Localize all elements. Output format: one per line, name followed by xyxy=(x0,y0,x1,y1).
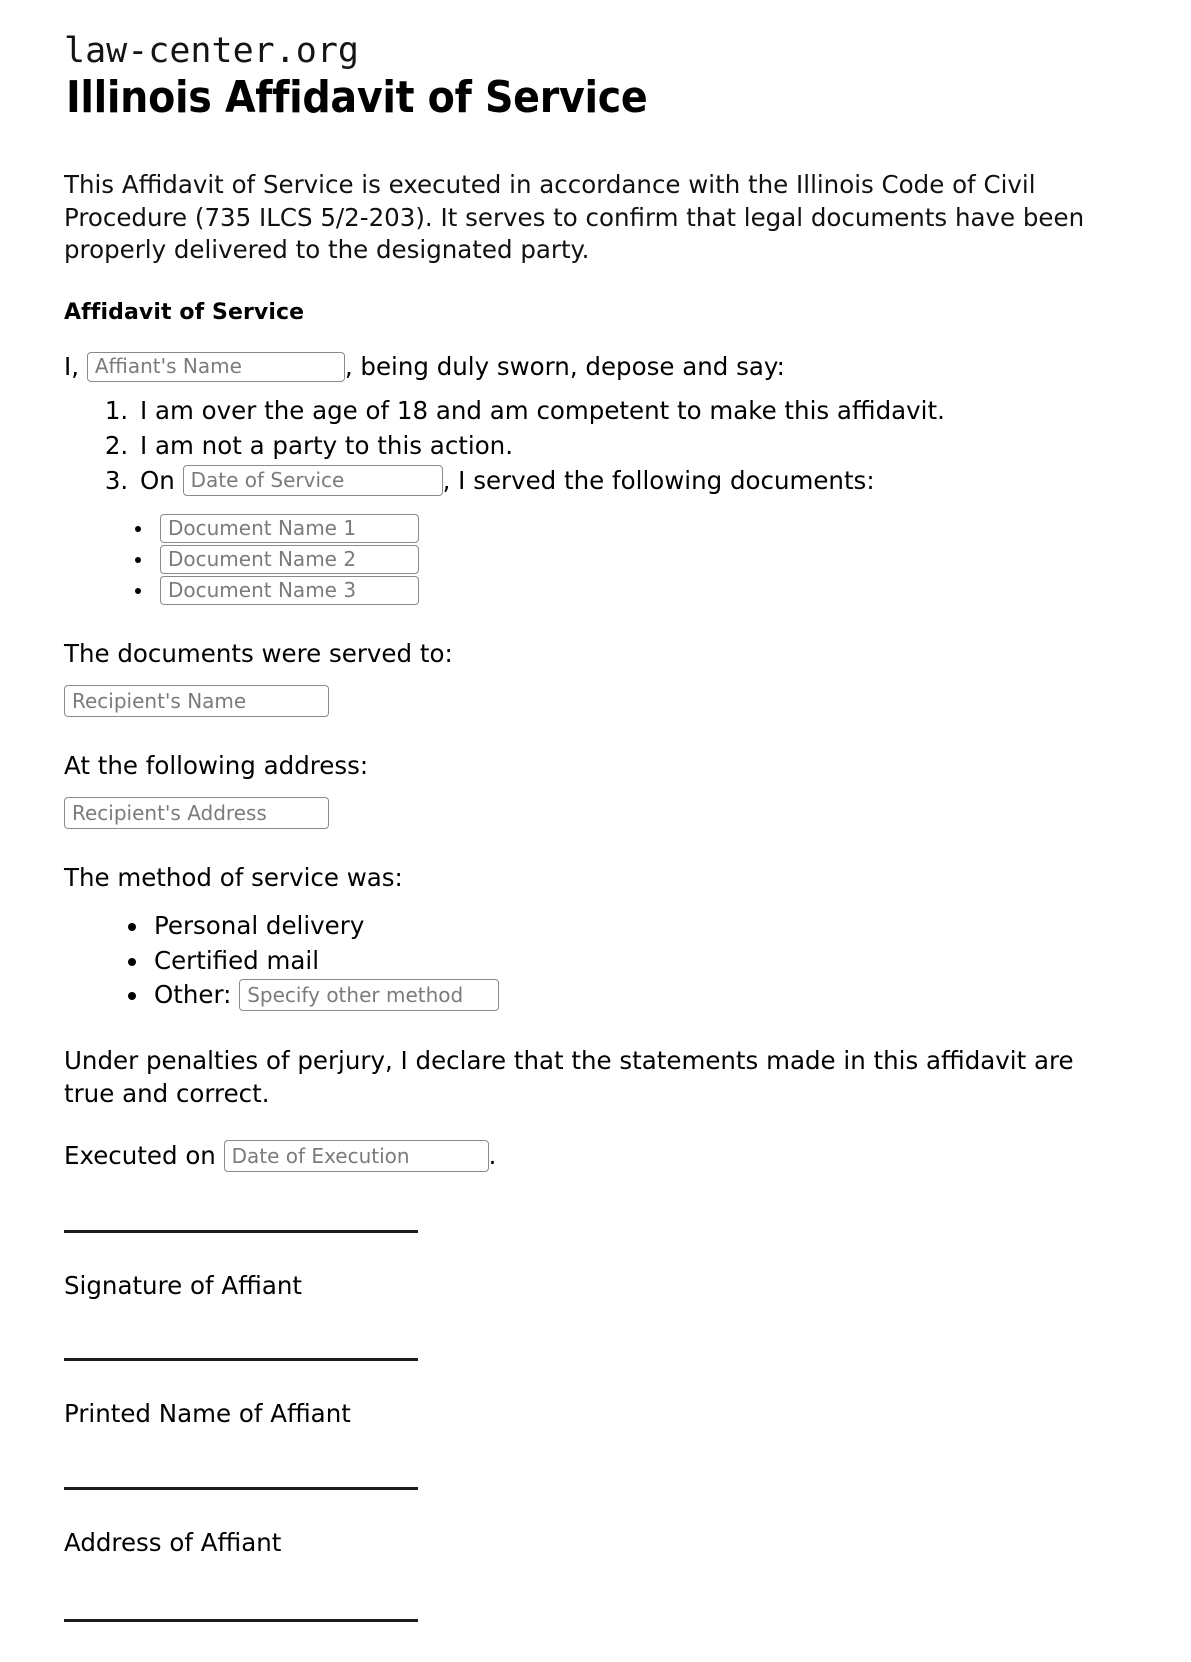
address-rule xyxy=(64,1487,418,1490)
list-item-service-date xyxy=(136,465,1135,497)
affidavit-statements-list xyxy=(64,395,1135,497)
executed-on-line xyxy=(64,1140,1135,1172)
sworn-suffix-label: , being duly sworn, depose and say: xyxy=(344,352,785,381)
list-item: 1. I am over the age of 18 and am competent to make this affidavit. xyxy=(136,395,1135,427)
signature-rule xyxy=(64,1230,418,1233)
list-item-other-method xyxy=(150,979,1135,1011)
perjury-declaration: Under penalties of perjury, I declare that the statements made in this affidavit are true and correct. xyxy=(64,1046,1074,1108)
served-to-label: The documents were served to: xyxy=(64,639,453,669)
date-of-service-input[interactable] xyxy=(183,465,443,496)
signature-block-address xyxy=(64,1487,1135,1557)
affiant-name-input[interactable] xyxy=(87,352,345,382)
signature-of-affiant-label: Signature of Affiant xyxy=(64,1271,302,1301)
executed-on-label: Executed on xyxy=(64,1141,216,1171)
site-name: law-center.org xyxy=(64,31,360,71)
signature-block-printed-name xyxy=(64,1358,1135,1428)
list-item-certified-mail: • Certified mail xyxy=(150,945,1135,977)
method-of-service-list xyxy=(64,910,1135,1011)
service-date-prefix-label: 3. On xyxy=(140,465,175,495)
served-documents-list xyxy=(64,514,1135,605)
sworn-statement-line xyxy=(64,351,1135,383)
executed-on-period: . xyxy=(488,1141,497,1171)
sworn-prefix-label: I, xyxy=(64,352,80,381)
list-item: 2. I am not a party to this action. xyxy=(136,430,1135,462)
recipient-address-block xyxy=(64,797,1135,829)
page-title: Illinois Affidavit of Service xyxy=(66,72,648,123)
affidavit-section-heading: Affidavit of Service xyxy=(64,300,305,325)
document-name-3-input[interactable] xyxy=(160,576,419,605)
service-date-suffix-label: , I served the following documents: xyxy=(442,465,875,495)
document-name-1-input[interactable] xyxy=(160,514,419,543)
recipient-name-input[interactable] xyxy=(64,685,329,717)
signature-block-address-line-2 xyxy=(64,1619,1135,1622)
document-name-2-input[interactable] xyxy=(160,545,419,574)
address-of-affiant-label: Address of Affiant xyxy=(64,1527,282,1557)
date-of-execution-input[interactable] xyxy=(224,1140,489,1172)
recipient-name-block xyxy=(64,685,1135,717)
printed-name-of-affiant-label: Printed Name of Affiant xyxy=(64,1399,351,1429)
signature-block-affiant xyxy=(64,1230,1135,1300)
list-item xyxy=(154,576,1135,605)
recipient-address-input[interactable] xyxy=(64,797,329,829)
list-item xyxy=(154,545,1135,574)
list-item-personal-delivery: • Personal delivery xyxy=(150,910,1135,942)
other-method-input[interactable] xyxy=(239,979,499,1011)
recipient-address-label: At the following address: xyxy=(64,751,369,781)
printed-name-rule xyxy=(64,1358,418,1361)
method-of-service-label: The method of service was: xyxy=(64,863,403,893)
other-method-label: • Other: xyxy=(154,980,232,1010)
address-rule-second xyxy=(64,1619,418,1622)
intro-paragraph: This Affidavit of Service is executed in accordance with the Illinois Code of Civil Procedure (735 ILCS 5/2-203). It serves to confirm that legal documents have been properly delivered to the designated party. xyxy=(64,170,1085,265)
list-item xyxy=(154,514,1135,543)
